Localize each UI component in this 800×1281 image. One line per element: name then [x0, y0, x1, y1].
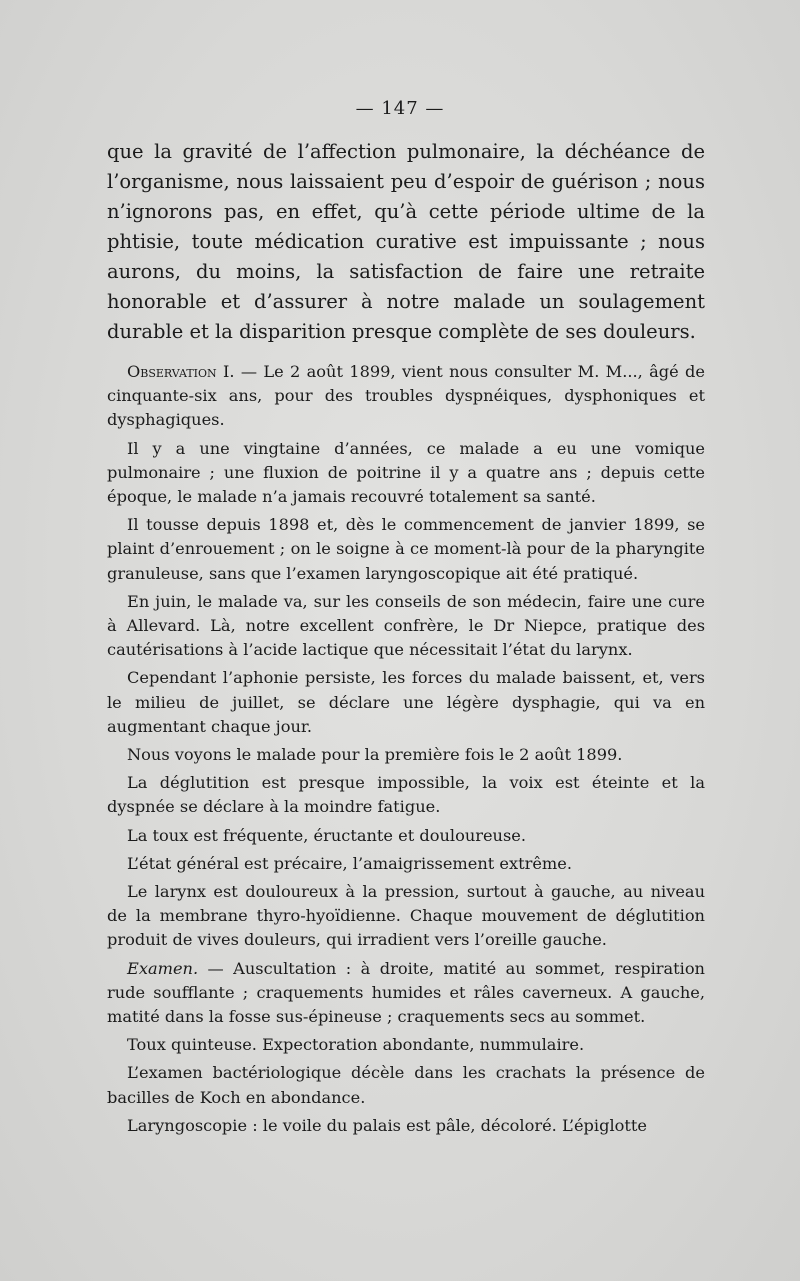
observation-paragraph: Nous voyons le malade pour la première fois le 2 août 1899. [127, 745, 623, 765]
observation-paragraph: Il y a une vingtaine d’années, ce malade a eu une vomique pulmonaire ; une fluxion de poitrine il y a quatre ans ; depuis cette époque, le malade n’a jamais recouvré totalement sa santé. [107, 438, 705, 507]
observation-heading: Observation I. [127, 362, 235, 381]
observation-paragraph: Laryngoscopie : le voile du palais est pâle, décoloré. L’épiglotte [127, 1115, 647, 1135]
observation-paragraph: La toux est fréquente, éructante et douloureuse. [127, 825, 527, 845]
observation-paragraph: Il tousse depuis 1898 et, dès le commencement de janvier 1899, se plaint d’enrouement ; on le soigne à ce moment-là pour de la pharyngite granuleuse, sans que l’examen laryngoscopique ait été pratiqué. [107, 515, 705, 583]
observation-paragraph: Le larynx est douloureux à la pression, surtout à gauche, au niveau de la membrane thyro-hyoïdienne. Chaque mouvement de déglutition produit de vives douleurs, qui irradient vers l’oreille gauche. [107, 882, 705, 950]
observation-paragraph: En juin, le malade va, sur les conseils de son médecin, faire une cure à Allevard. Là, notre excellent confrère, le Dr Niepce, pratique des cautérisations à l’acide lactique que nécessitait l’état du larynx. [107, 591, 705, 660]
observation-section [107, 360, 705, 1142]
observation-paragraph: Cependant l’aphonie persiste, les forces du malade baissent, et, vers le milieu de juillet, se déclare une légère dysphagie, qui va en augmentant chaque jour. [107, 668, 705, 736]
examen-paragraph [107, 957, 705, 1030]
observation-paragraph: L’état général est précaire, l’amaigrissement extrême. [127, 853, 573, 873]
observation-heading-paragraph [107, 360, 705, 433]
observation-intro: — Le 2 août 1899, vient nous consulter M. M..., âgé de cinquante-six ans, pour des troubles dyspnéiques, dysphoniques et dysphagiques. [107, 362, 705, 430]
intro-paragraph: que la gravité de l’affection pulmonaire, la déchéance de l’organisme, nous laissaient peu d’espoir de guérison ; nous n’ignorons pas, en effet, qu’à cette période ultime de la phtisie, toute médication curative est impuissante ; nous aurons, du moins, la satisfaction de faire une retraite honorable et d’assurer à notre malade un soulagement durable et la disparition presque complète de ses douleurs. [107, 140, 705, 343]
observation-paragraph: L’examen bactériologique décèle dans les crachats la présence de bacilles de Koch en abondance. [107, 1063, 705, 1107]
examen-text: — Auscultation : à droite, matité au sommet, respiration rude soufflante ; craquements humides et râles caverneux. A gauche, matité dans la fosse sus-épineuse ; craquements secs au sommet. [107, 958, 705, 1027]
page-number: — 147 — [355, 98, 445, 119]
observation-paragraph: La déglutition est presque impossible, la voix est éteinte et la dyspnée se déclare à la moindre fatigue. [107, 773, 705, 817]
observation-paragraph: Toux quinteuse. Expectoration abondante, nummulaire. [127, 1035, 585, 1055]
examen-label: Examen. [127, 958, 199, 978]
intro-text [107, 137, 705, 347]
